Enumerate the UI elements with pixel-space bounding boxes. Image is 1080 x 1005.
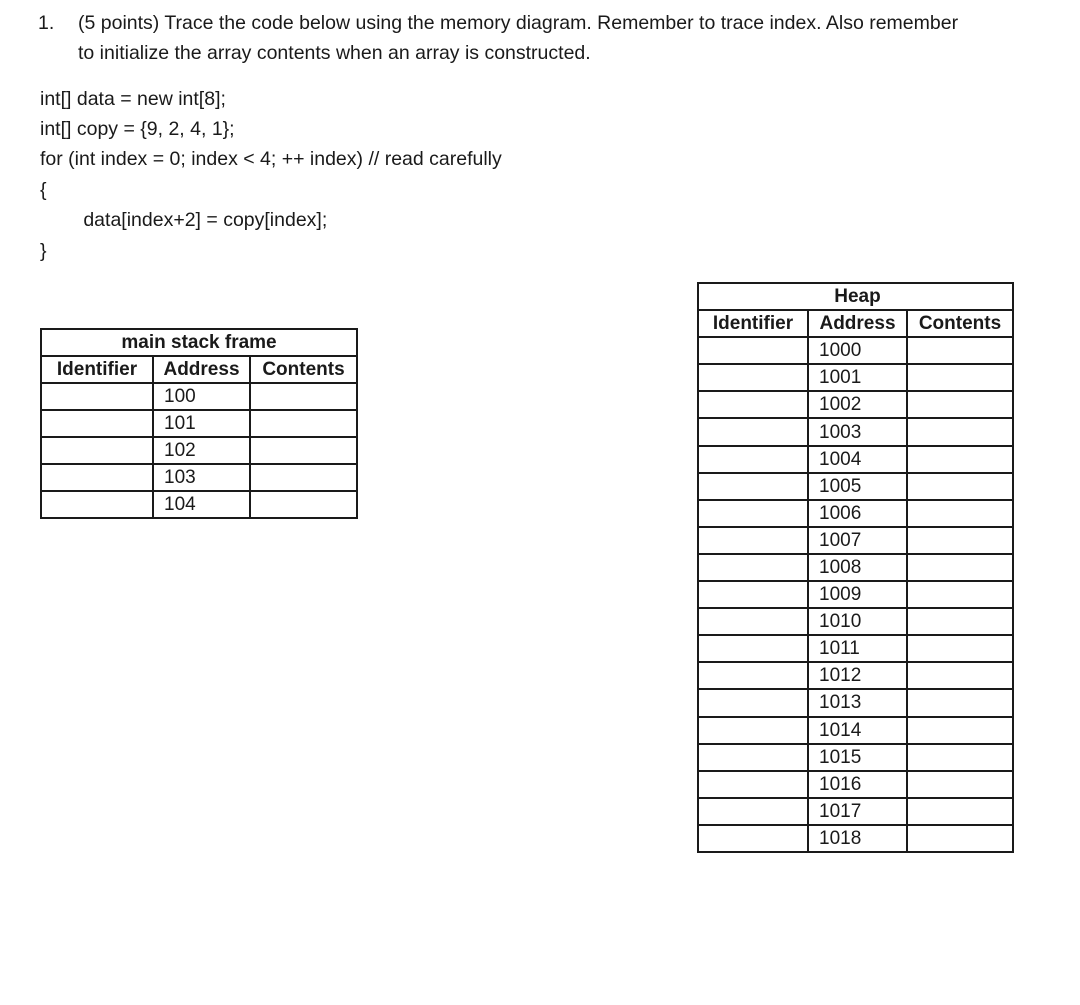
heap-contents-cell[interactable] [907,717,1013,744]
table-row [698,527,1013,554]
heap-identifier-cell[interactable] [698,689,808,716]
heap-address-cell: 1007 [808,527,907,554]
stack-identifier-cell[interactable] [41,491,153,518]
stack-header-row [41,356,357,383]
heap-address-cell: 1001 [808,364,907,391]
code-line-1: int[] data = new int[8]; [40,88,226,110]
heap-identifier-cell[interactable] [698,527,808,554]
heap-address-cell: 1013 [808,689,907,716]
stack-identifier-cell[interactable] [41,464,153,491]
heap-address-cell: 1003 [808,418,907,445]
table-row [698,635,1013,662]
heap-contents-cell[interactable] [907,418,1013,445]
stack-address-cell: 103 [153,464,250,491]
heap-address-cell: 1016 [808,771,907,798]
heap-address-cell: 1006 [808,500,907,527]
heap-identifier-cell[interactable] [698,798,808,825]
table-row [698,662,1013,689]
heap-identifier-cell[interactable] [698,473,808,500]
table-row [41,410,357,437]
heap-address-cell: 1009 [808,581,907,608]
stack-contents-cell[interactable] [250,383,357,410]
heap-contents-cell[interactable] [907,500,1013,527]
heap-table [697,282,1014,853]
heap-contents-cell[interactable] [907,473,1013,500]
heap-identifier-cell[interactable] [698,744,808,771]
heap-identifier-cell[interactable] [698,771,808,798]
heap-address-cell: 1005 [808,473,907,500]
code-line-4: { [40,179,47,201]
stack-header-contents: Contents [250,356,357,383]
heap-contents-cell[interactable] [907,581,1013,608]
table-row [698,717,1013,744]
heap-contents-cell[interactable] [907,771,1013,798]
heap-address-cell: 1014 [808,717,907,744]
heap-identifier-cell[interactable] [698,391,808,418]
heap-address-cell: 1000 [808,337,907,364]
heap-title: Heap [808,283,907,310]
heap-identifier-cell[interactable] [698,446,808,473]
table-row [698,473,1013,500]
table-row [698,500,1013,527]
heap-title-spacer-left [698,283,808,310]
heap-contents-cell[interactable] [907,527,1013,554]
stack-identifier-cell[interactable] [41,437,153,464]
table-row [41,383,357,410]
code-line-2: int[] copy = {9, 2, 4, 1}; [40,118,235,140]
heap-contents-cell[interactable] [907,798,1013,825]
heap-contents-cell[interactable] [907,689,1013,716]
table-row [41,491,357,518]
heap-address-cell: 1008 [808,554,907,581]
table-row [698,337,1013,364]
heap-contents-cell[interactable] [907,635,1013,662]
heap-address-cell: 1002 [808,391,907,418]
table-row [698,554,1013,581]
heap-address-cell: 1017 [808,798,907,825]
stack-contents-cell[interactable] [250,491,357,518]
stack-title-row [41,329,357,356]
stack-contents-cell[interactable] [250,437,357,464]
heap-contents-cell[interactable] [907,825,1013,852]
heap-contents-cell[interactable] [907,337,1013,364]
code-line-3: for (int index = 0; index < 4; ++ index) // read carefully [40,148,502,170]
table-row [698,744,1013,771]
heap-contents-cell[interactable] [907,554,1013,581]
stack-rows [41,383,357,518]
heap-address-cell: 1010 [808,608,907,635]
heap-identifier-cell[interactable] [698,418,808,445]
heap-identifier-cell[interactable] [698,825,808,852]
stack-identifier-cell[interactable] [41,383,153,410]
heap-address-cell: 1018 [808,825,907,852]
heap-contents-cell[interactable] [907,608,1013,635]
stack-contents-cell[interactable] [250,464,357,491]
heap-header-contents: Contents [907,310,1013,337]
heap-address-cell: 1012 [808,662,907,689]
heap-identifier-cell[interactable] [698,581,808,608]
table-row [698,418,1013,445]
question-number: 1. [38,12,55,34]
heap-contents-cell[interactable] [907,744,1013,771]
heap-header-identifier: Identifier [698,310,808,337]
code-line-6: } [40,240,47,262]
stack-address-cell: 102 [153,437,250,464]
heap-identifier-cell[interactable] [698,662,808,689]
heap-identifier-cell[interactable] [698,554,808,581]
table-row [698,391,1013,418]
heap-title-row [698,283,1013,310]
heap-identifier-cell[interactable] [698,635,808,662]
stack-frame-table [40,328,358,519]
table-row [698,446,1013,473]
heap-header-address: Address [808,310,907,337]
stack-address-cell: 100 [153,383,250,410]
table-row [698,581,1013,608]
code-line-5: data[index+2] = copy[index]; [40,209,328,231]
heap-address-cell: 1004 [808,446,907,473]
stack-header-address: Address [153,356,250,383]
table-row [698,798,1013,825]
stack-address-cell: 104 [153,491,250,518]
table-row [698,608,1013,635]
heap-title-spacer-right [907,283,1013,310]
heap-contents-cell[interactable] [907,391,1013,418]
table-row [698,364,1013,391]
heap-rows [698,337,1013,852]
heap-address-cell: 1011 [808,635,907,662]
heap-contents-cell[interactable] [907,662,1013,689]
heap-contents-cell[interactable] [907,364,1013,391]
heap-identifier-cell[interactable] [698,337,808,364]
table-row [698,689,1013,716]
heap-identifier-cell[interactable] [698,608,808,635]
heap-identifier-cell[interactable] [698,364,808,391]
stack-header-identifier: Identifier [41,356,153,383]
heap-contents-cell[interactable] [907,446,1013,473]
question-text: (5 points) Trace the code below using the memory diagram. Remember to trace index. Also remember to initialize the array contents when an array is constructed. [78,12,959,64]
table-row [41,464,357,491]
table-row [698,825,1013,852]
table-row [41,437,357,464]
stack-title: main stack frame [41,329,357,356]
stack-identifier-cell[interactable] [41,410,153,437]
heap-identifier-cell[interactable] [698,717,808,744]
stack-contents-cell[interactable] [250,410,357,437]
table-row [698,771,1013,798]
heap-address-cell: 1015 [808,744,907,771]
stack-address-cell: 101 [153,410,250,437]
heap-identifier-cell[interactable] [698,500,808,527]
heap-header-row [698,310,1013,337]
